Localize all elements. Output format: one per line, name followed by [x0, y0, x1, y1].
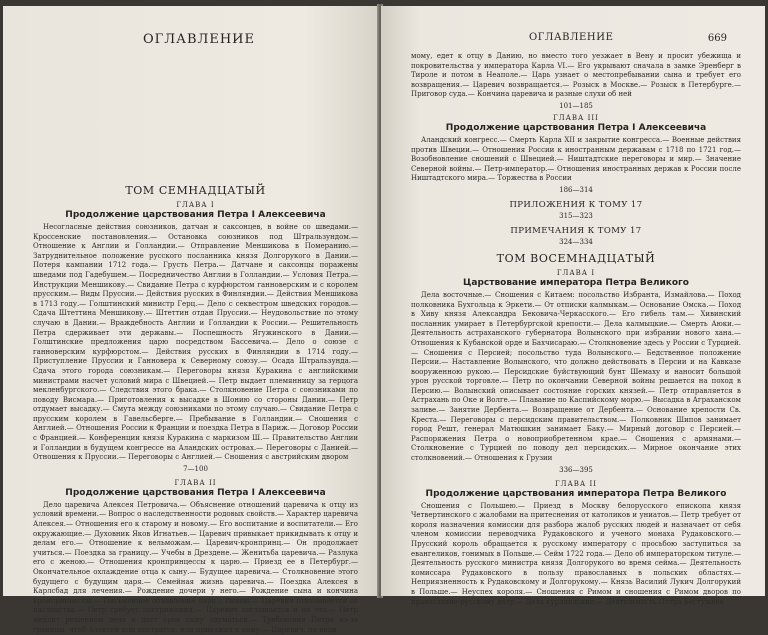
chapter-label: ГЛАВА III: [553, 113, 599, 122]
chapter-title: Продолжение царствования Петра I Алексеевича: [65, 487, 326, 498]
chapter-summary: Аландский конгресс.— Смерть Карла XII и закрытие конгресса.— Военные действия против Швеции.— Отношения России к иностранным державам с 1718 по 1721 год.— Возобновление сношений с Швецией.— Ништадтские переговоры и мир.— Значение Северной войны.— Петр-император.— Отношения иностранных держав к России после Ништадтского мира.— Торжества в России: [411, 135, 741, 183]
page-number: 669: [707, 33, 727, 44]
chapter-label: ГЛАВА I: [556, 268, 596, 277]
volume-title: ТОМ СЕМНАДЦАТЫЙ: [125, 184, 266, 197]
chapter-summary: Дела восточные.— Сношения с Китаем: посольство Избранта, Измайлова.— Поход полковника Бухгольца к Эркети.— От отписки калмыкам.— Основание Омска.— Поход в Хиву князя Александра Бековича-Черкасского.— Его гибель там.— Хивинский посланник умирает в Петербургской крепости.— Дела калмыцкие.— Смерть Аюки.— Деятельность астраханского губернатора Волынского при избрании нового хана.— Отношения к Кубанской орде и Бахчисараю.— Столкновение здесь у России с Турцией.— Сношения с Персией; посольство туда Волынского.— Бедственное положение Персии.— Наставление Волынского, что должно действовать в Персии и на Кавказе вооруженною рукою.— Персидские буйствующий бунт Шемаху и наносит большой урон русской торговле.— Петр по окончании Северной войны решается на поход в Персию.— Волынский описывает состояние горских князей.— Петр отправляется в Астрахань по Оке и Волге.— Плавание по Каспийскому морю.— Высадка в Аграханском заливе.— Занятие Дербента.— Возвращение от Дербента.— Основание крепости Св. Креста.— Переговоры с персидским правительством.— Полковник Шипов занимает город Решт, генерал Матюшкин занимает Баку.— Мирный договор с Персией.— Распоряжения Петра о новоприобретенном крае.— Сношения с армянами.— Столкновение с Турцией по поводу дел персидских.— Мирное окончание этих столкновений.— Отношения к Грузии: [411, 290, 741, 463]
toc-continued: [411, 52, 741, 607]
left-page: [3, 6, 379, 634]
page-range: 101—185: [559, 101, 593, 110]
running-head: ОГЛАВЛЕНИЕ: [529, 32, 614, 43]
chapter-title: Продолжение царствования императора Петра Великого: [425, 488, 727, 499]
chapter-label: ГЛАВА II: [555, 479, 597, 488]
page-range: 7—100: [183, 464, 208, 473]
appendix-title: ПРИЛОЖЕНИЯ К ТОМУ 17: [509, 199, 643, 210]
page-range: 336—395: [559, 465, 593, 474]
right-page: [381, 6, 765, 606]
volume-title: ТОМ ВОСЕМНАДЦАТЫЙ: [496, 251, 656, 265]
running-head: ОГЛАВЛЕНИЕ: [143, 32, 256, 47]
chapter-label: ГЛАВА I: [176, 201, 215, 209]
chapter-title: Царствование императора Петра Великого: [463, 277, 689, 288]
page-range: 324—334: [559, 237, 593, 246]
chapter-summary-continued: мому, едет к отцу в Данию, но вместо того уезжает в Вену и просит убежища и покровительства у императора Карла VI.— Его укрывают сначала в замке Эренберг в Тироле и потом в Неаполе.— Царь узнает о местопребывании сына и требует его возвращения.— Царевич возвращается.— Розыск в Москве.— Розыск в Петербурге.— Приговор суда.— Кончина царевича и разные слухи об ней: [411, 52, 741, 99]
chapter-summary: Дело царевича Алексея Петровича.— Объяснение отношений царевича к отцу из условий времени.— Вопрос о наследственности родовых свойств.— Характер царевича Алексея.— Отношения его к старому и новому.— Его воспитание и воспитатели.— Его окружающие.— Духовник Яков Игнатьев.— Царевич привыкает прикидывать к отцу и делам его.— Отношение к вельможам.— Царевич-кронпринц.— Он продолжает учиться.— Поездка за границу.— Учебы в Дрездене.— Женитьба царевича.— Разлука его с женою.— Отношения кронпринцессы к царю.— Приезд ее в Петербург.— Окончательное охлаждение отца к сыну.— Будущее царевича.— Столкновение этого будущего с будущим царя.— Семейная жизнь царевича.— Поездка Алексея в Карлсбад для лечения.— Рождение дочери у него.— Рождение сына и кончина кронпринцессы.— Письменное объявление царя с сыном.— Царевич отказывается от наследства.— Петр требует пострижения.— Царевич соглашается и на это.— Петр медлит решением дела и дает срок сыну одуматься.— Требование Петра из-за границы, чтоб Алексей или постригся, или приезжал к нему.— Царевич, по-види: [33, 500, 358, 634]
volume-17-section: [33, 184, 358, 635]
page-range: 315—323: [559, 211, 593, 220]
chapter-summary: Несогласные действия союзников, датчан и саксонцев, в войне со шведами.— Кроссенские постановления.— Остановка союзников под Штральзундом.— Отношение к Англии и Голландии.— Отправление Меншикова в Померанию.— Затруднительное положение русского посланника князя Долгорукого в Дании.— Потеря кампании 1712 года.— Грусть Петра.— Датчане и саксонцы поражены шведами под Гадебушем.— Посредничество Англии в Голландии.— Условия Петра.— Инструкции Меншикову.— Свидание Петра с курфюрстом ганноверским и с королем прусским.— Виды Пруссии.— Действия русских в Финляндии.— Действия Меншикова в 1713 году.— Голштинский министр Герц.— Дело с секвестром шведских городов.— Сдача Штеттина Меншикову.— Штеттин отдан Пруссии.— Неудовольствие по этому случаю в Дании.— Враждебность Англии и Голландии к России.— Решительность Петра сдерживает эти державы.— Поспешность Ягужинского в Дании.— Голштинские предложения царю посредством Бассевича.— Дело о союзе с ганноверским курфюрстом.— Действия русских в Финляндии в 1714 году.— Приступление Пруссии и Ганновера к Северному союзу.— Осада Штральзунда.— Сдача этого города союзникам.— Переговоры князя Куракина с английскими министрами насчет условий мира с Швецией.— Петр выдает племянницу за герцога мекленбургского.— Следствия этого брака.— Столкновение Петра с союзниками по поводу Висмара.— Приготовления к высадке в Шонию со стороны Дании.— Петр отдумает высадку.— Смута между союзниками по этому случаю.— Свидание Петра с прусским королем в Гавельсберге.— Пребывание в Голландии.— Сношения с Англией.— Отношения России к Франции и поездка Петра в Париж.— Договор России с Францией.— Конференции князя Куракина с маркизом Ш.— Правительство Англии и Голландии в будущем конгрессе на Аландских островах.— Переговоры с Данией.— Отношения к Пруссии.— Переговоры с Англией.— Сношения с австрийским двором: [33, 223, 358, 462]
page-range: 186—314: [559, 185, 593, 194]
chapter-title: Продолжение царствования Петра I Алексеевича: [65, 210, 326, 220]
chapter-summary: Сношения с Польшею.— Приезд в Москву белорусского епископа князя Четвертинского с жалобами на притеснения от католиков и униатов.— Петр требует от короля назначения комиссии для разбора жалоб русских людей и назначает от себя членом комиссии переводчика Рудаковского и ученого монаха Рудаковского.— Прусский король обращается к русскому императору с просьбою заступиться за евангеликов, гонимых в Польше.— Сейм 1722 года.— Дело об императорском титуле.— Деятельность русского министра князя Долгорукого во время сейма.— Деятельность комиссара Рудаковского в пользу православных в польских областях.— Неприязненность к Рудаковскому и Долгорукому.— Князь Василий Лукич Долгорукий в Польше.— Неуспех короля.— Сношения с Римом и сношения с Римом дворов по православно-русскому делу.— Дела курляндские.— Деятельность Петра Бестужева: [411, 501, 741, 606]
chapter-label: ГЛАВА II: [174, 478, 217, 487]
chapter-title: Продолжение царствования Петра I Алексеевича: [445, 122, 707, 133]
notes-title: ПРИМЕЧАНИЯ К ТОМУ 17: [510, 225, 642, 236]
